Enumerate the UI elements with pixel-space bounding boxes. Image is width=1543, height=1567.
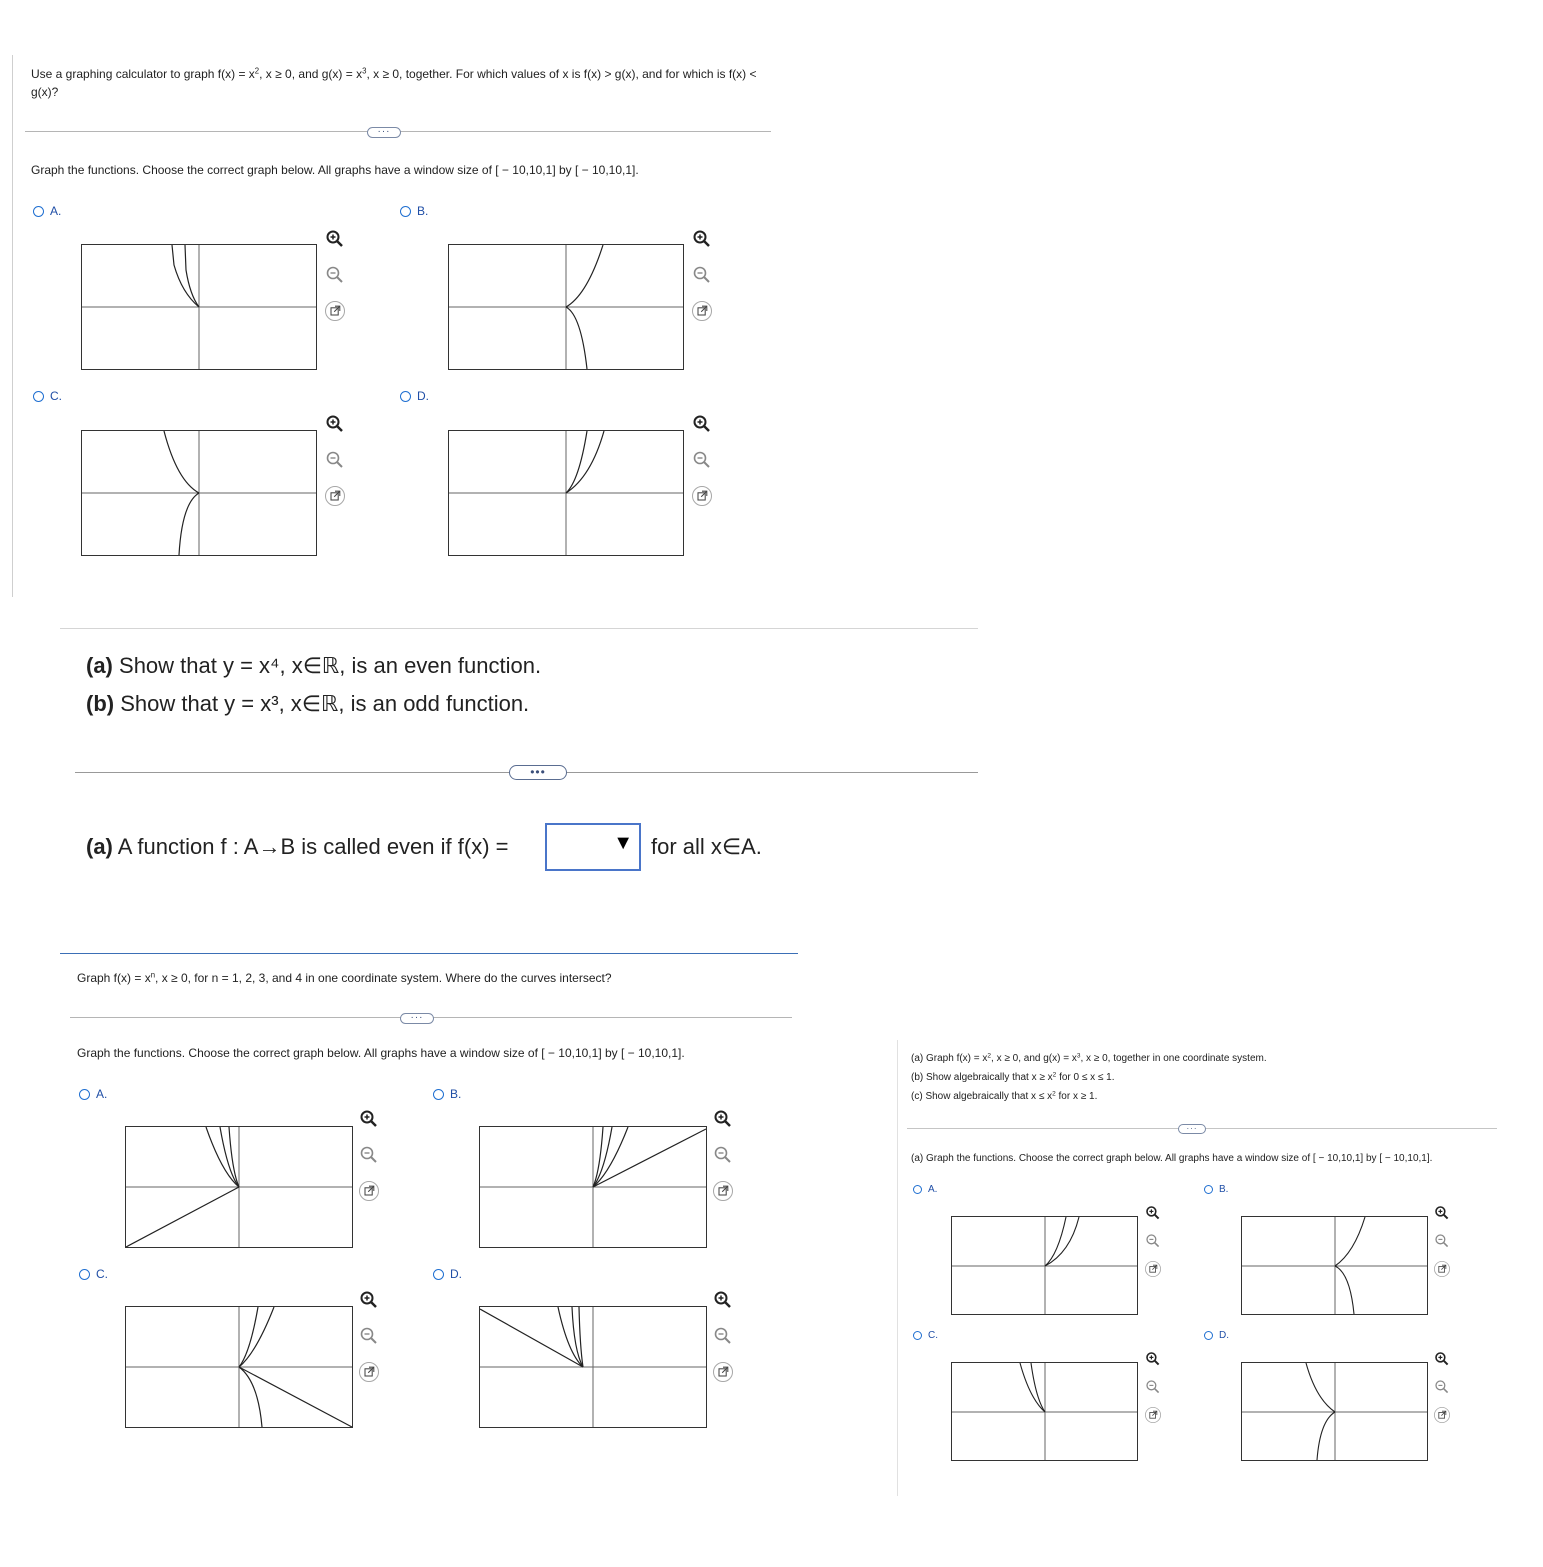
zoom-in-icon[interactable]	[713, 1109, 733, 1129]
open-external-icon[interactable]	[1145, 1407, 1161, 1423]
zoom-out-icon[interactable]	[325, 450, 345, 470]
q1-option-a[interactable]: A.	[33, 204, 61, 218]
q4-graph-d	[1241, 1362, 1428, 1461]
radio-button[interactable]	[913, 1185, 922, 1194]
more-dots-icon[interactable]: ···	[367, 127, 401, 138]
zoom-in-icon[interactable]	[1434, 1205, 1450, 1221]
q4-graph-c	[951, 1362, 1138, 1461]
zoom-in-icon[interactable]	[713, 1290, 733, 1310]
q3-option-b[interactable]: B.	[433, 1087, 461, 1101]
q3-prompt: Graph $f(x) = x^n$, x ≥ 0, for n = 1, 2, 3, and 4 in one coordinate system. Where do the curves intersect?	[77, 970, 612, 985]
q3-graph-c	[125, 1306, 353, 1428]
zoom-in-icon[interactable]	[359, 1290, 379, 1310]
q3-graph-a	[125, 1126, 353, 1248]
radio-button[interactable]	[433, 1269, 444, 1280]
open-external-icon[interactable]	[713, 1181, 733, 1201]
zoom-in-icon[interactable]	[359, 1109, 379, 1129]
q4-graph-b	[1241, 1216, 1428, 1315]
q4-option-d[interactable]: D.	[1204, 1330, 1229, 1341]
q4-instruction: (a) Graph the functions. Choose the correct graph below. All graphs have a window size of [ − 10,10,1] by [ − 10,10,1].	[911, 1153, 1433, 1164]
zoom-out-icon[interactable]	[1434, 1379, 1450, 1395]
q3-option-d[interactable]: D.	[433, 1267, 462, 1281]
radio-button[interactable]	[433, 1089, 444, 1100]
open-external-icon[interactable]	[692, 301, 712, 321]
radio-button[interactable]	[33, 206, 44, 217]
open-external-icon[interactable]	[1145, 1261, 1161, 1277]
q2-answer-suffix: for all x∈A.	[651, 834, 762, 859]
q4-line-a: (a) Graph $f(x) = x^2$, x ≥ 0, and $g(x) = x^3$, x ≥ 0, together in one coordinate system.	[911, 1052, 1267, 1064]
q4-graph-a	[951, 1216, 1138, 1315]
q4-line-c: (c) Show algebraically that $x \le x^2$ for x ≥ 1.	[911, 1090, 1098, 1102]
q2-answer: (a) A function f : A→B is called even if f(x) =	[86, 834, 509, 859]
zoom-out-icon[interactable]	[325, 265, 345, 285]
q1-prompt: Use a graphing calculator to graph $f(x) = x^2$, x ≥ 0, and $g(x) = x^3$, x ≥ 0, together. For which values of x is f(x) > g(x), and for which is f(x) < g(x)?	[31, 66, 757, 99]
radio-button[interactable]	[913, 1331, 922, 1340]
even-function-dropdown[interactable]	[545, 823, 641, 871]
dropdown-caret-icon[interactable]: ▼	[613, 832, 633, 854]
zoom-out-icon[interactable]	[1434, 1233, 1450, 1249]
open-external-icon[interactable]	[359, 1181, 379, 1201]
zoom-in-icon[interactable]	[1434, 1351, 1450, 1367]
q4-line-b: (b) Show algebraically that $x \ge x^2$ for 0 ≤ x ≤ 1.	[911, 1071, 1115, 1083]
zoom-out-icon[interactable]	[1145, 1233, 1161, 1249]
open-external-icon[interactable]	[713, 1362, 733, 1382]
q3-graph-d	[479, 1306, 707, 1428]
zoom-in-icon[interactable]	[325, 229, 345, 249]
more-dots-icon[interactable]: •••	[509, 765, 567, 780]
zoom-out-icon[interactable]	[692, 450, 712, 470]
q1-instruction: Graph the functions. Choose the correct graph below. All graphs have a window size of [ − 10,10,1] by [ − 10,10,1].	[31, 163, 639, 177]
q1-option-b[interactable]: B.	[400, 204, 428, 218]
zoom-out-icon[interactable]	[713, 1326, 733, 1346]
radio-button[interactable]	[400, 391, 411, 402]
q1-graph-d	[448, 430, 684, 556]
open-external-icon[interactable]	[1434, 1261, 1450, 1277]
q1-graph-a	[81, 244, 317, 370]
q3-option-a[interactable]: A.	[79, 1087, 107, 1101]
more-dots-icon[interactable]: ···	[400, 1013, 434, 1024]
radio-button[interactable]	[400, 206, 411, 217]
zoom-in-icon[interactable]	[1145, 1205, 1161, 1221]
q1-graph-b	[448, 244, 684, 370]
q4-option-b[interactable]: B.	[1204, 1184, 1228, 1195]
q3-graph-b	[479, 1126, 707, 1248]
q1-option-c[interactable]: C.	[33, 389, 62, 403]
zoom-out-icon[interactable]	[359, 1145, 379, 1165]
q1-option-d[interactable]: D.	[400, 389, 429, 403]
open-external-icon[interactable]	[359, 1362, 379, 1382]
open-external-icon[interactable]	[692, 486, 712, 506]
q3-instruction: Graph the functions. Choose the correct graph below. All graphs have a window size of [ − 10,10,1] by [ − 10,10,1].	[77, 1046, 685, 1060]
open-external-icon[interactable]	[1434, 1407, 1450, 1423]
zoom-in-icon[interactable]	[325, 414, 345, 434]
zoom-in-icon[interactable]	[692, 414, 712, 434]
q2-part-a: (a) Show that y = x⁴, x∈ℝ, is an even function.	[86, 653, 542, 678]
zoom-in-icon[interactable]	[1145, 1351, 1161, 1367]
zoom-in-icon[interactable]	[692, 229, 712, 249]
q1-graph-c	[81, 430, 317, 556]
radio-button[interactable]	[79, 1089, 90, 1100]
q2-part-b: (b) Show that y = x³, x∈ℝ, is an odd function.	[86, 691, 530, 716]
zoom-out-icon[interactable]	[359, 1326, 379, 1346]
zoom-out-icon[interactable]	[692, 265, 712, 285]
open-external-icon[interactable]	[325, 301, 345, 321]
radio-button[interactable]	[1204, 1185, 1213, 1194]
more-dots-icon[interactable]: ···	[1178, 1124, 1206, 1134]
q4-option-a[interactable]: A.	[913, 1184, 937, 1195]
open-external-icon[interactable]	[325, 486, 345, 506]
radio-button[interactable]	[33, 391, 44, 402]
q4-option-c[interactable]: C.	[913, 1330, 938, 1341]
radio-button[interactable]	[79, 1269, 90, 1280]
radio-button[interactable]	[1204, 1331, 1213, 1340]
zoom-out-icon[interactable]	[713, 1145, 733, 1165]
zoom-out-icon[interactable]	[1145, 1379, 1161, 1395]
q3-option-c[interactable]: C.	[79, 1267, 108, 1281]
